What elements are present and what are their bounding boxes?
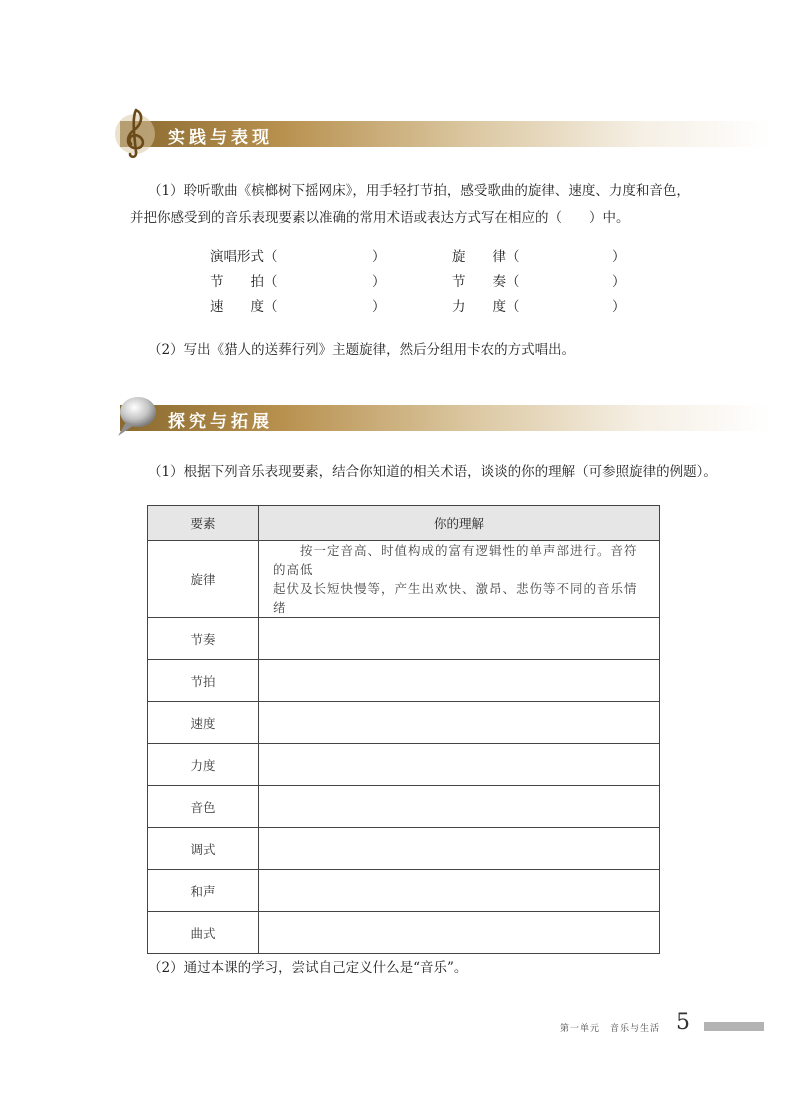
understanding-cell[interactable] (259, 618, 660, 660)
element-cell: 和声 (148, 870, 259, 912)
header-understanding: 你的理解 (259, 506, 660, 541)
blank-label: 速 度（ (210, 299, 278, 315)
header-element: 要素 (148, 506, 259, 541)
element-cell: 曲式 (148, 912, 259, 954)
understanding-cell (259, 541, 660, 618)
explore-item-1: （1）根据下列音乐表现要素，结合你知道的相关术语，谈谈的你的理解（可参照旋律的例题）。 (148, 464, 717, 480)
table-row (148, 660, 660, 702)
element-cell: 音色 (148, 786, 259, 828)
blank-close: ） (612, 274, 626, 290)
table-header-row (148, 506, 660, 541)
element-cell: 节拍 (148, 660, 259, 702)
page-number: 5 (676, 1010, 690, 1035)
section-title-explore: 探究与拓展 (168, 412, 273, 432)
understanding-cell[interactable] (259, 870, 660, 912)
practice-item-2: （2）写出《猎人的送葬行列》主题旋律，然后分组用卡农的方式唱出。 (148, 342, 576, 358)
understanding-line: 起伏及长短快慢等，产生出欢快、激昂、悲伤等不同的音乐情绪 (273, 581, 638, 615)
section-title-practice: 实践与表现 (168, 128, 273, 148)
element-cell: 节奏 (148, 618, 259, 660)
table-row (148, 541, 660, 618)
element-cell: 力度 (148, 744, 259, 786)
blank-close: ） (372, 299, 386, 315)
section-banner-explore (120, 405, 770, 431)
blank-label: 演唱形式（ (210, 249, 278, 265)
blank-label: 节 拍（ (210, 274, 278, 290)
blank-label: 力 度（ (452, 299, 520, 315)
table-row (148, 912, 660, 954)
section-banner-practice (120, 121, 770, 147)
element-cell: 速度 (148, 702, 259, 744)
element-cell: 旋律 (148, 541, 259, 618)
blank-close: ） (612, 249, 626, 265)
elements-table (147, 505, 660, 954)
explore-item-2: （2）通过本课的学习，尝试自己定义什么是“音乐”。 (148, 960, 468, 976)
table-row (148, 702, 660, 744)
understanding-cell[interactable] (259, 786, 660, 828)
table-row (148, 870, 660, 912)
practice-item-1-line2: 并把你感受到的音乐表现要素以准确的常用术语或表达方式写在相应的（ ）中。 (130, 210, 630, 226)
table-row (148, 618, 660, 660)
treble-clef-icon (112, 104, 158, 160)
table-row (148, 786, 660, 828)
footer-unit-label: 第一单元 音乐与生活 (560, 1024, 661, 1034)
blank-close: ） (612, 299, 626, 315)
speech-bubble-icon (112, 392, 160, 440)
understanding-cell[interactable] (259, 912, 660, 954)
understanding-cell[interactable] (259, 828, 660, 870)
element-cell: 调式 (148, 828, 259, 870)
understanding-cell[interactable] (259, 660, 660, 702)
understanding-cell[interactable] (259, 744, 660, 786)
footer-decor-bar (704, 1022, 764, 1031)
practice-item-1 (130, 178, 708, 232)
blank-close: ） (372, 249, 386, 265)
understanding-cell[interactable] (259, 702, 660, 744)
table-row (148, 744, 660, 786)
practice-item-1-line1: （1）聆听歌曲《槟榔树下摇网床》，用手轻打节拍，感受歌曲的旋律、速度、力度和音色， (148, 183, 690, 199)
table-row (148, 828, 660, 870)
blank-close: ） (372, 274, 386, 290)
understanding-line: 按一定音高、时值构成的富有逻辑性的单声部进行。音符的高低 (273, 543, 638, 577)
blank-label: 节 奏（ (452, 274, 520, 290)
blank-label: 旋 律（ (452, 249, 520, 265)
